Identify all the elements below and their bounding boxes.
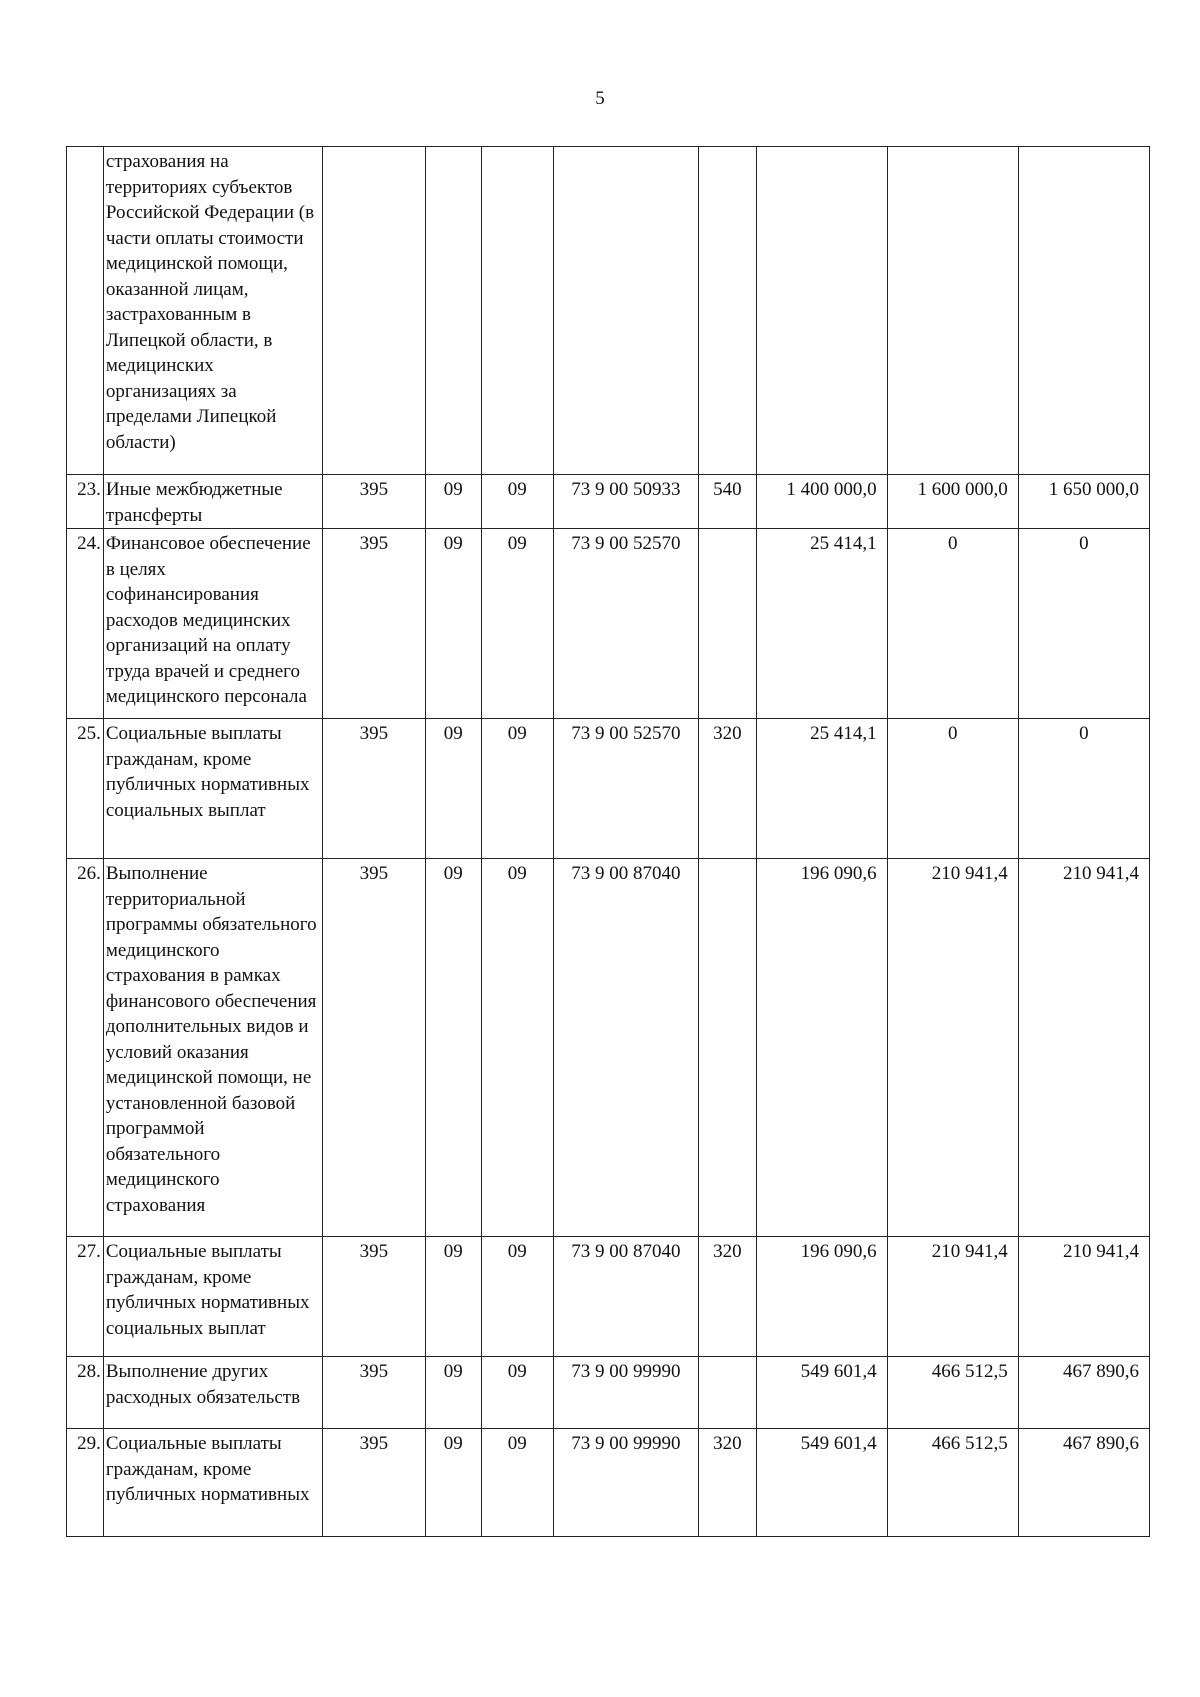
row-pr: 09 bbox=[481, 475, 553, 529]
row-name: Финансовое обеспечение в целях софинансирования расходов медицинских организаций на оплату труда врачей и среднего медицинского персонала bbox=[103, 529, 322, 719]
row-sum-3: 467 890,6 bbox=[1018, 1429, 1149, 1537]
row-number: 24. bbox=[67, 529, 104, 719]
row-name: Иные межбюджетные трансферты bbox=[103, 475, 322, 529]
row-ved: 395 bbox=[323, 1357, 425, 1429]
row-name: страхования на территориях субъектов Российской Федерации (в части оплаты стоимости медицинской помощи, оказанной лицам, застрахованным в Липецкой области, в медицинских организациях за пределами Липецкой области) bbox=[103, 147, 322, 475]
row-vr bbox=[699, 529, 756, 719]
row-csr bbox=[553, 147, 698, 475]
row-pr: 09 bbox=[481, 719, 553, 859]
row-name: Социальные выплаты гражданам, кроме публичных нормативных социальных выплат bbox=[103, 719, 322, 859]
row-sum-1 bbox=[756, 147, 887, 475]
row-sum-2: 466 512,5 bbox=[887, 1429, 1018, 1537]
row-sum-3: 0 bbox=[1018, 529, 1149, 719]
row-ved bbox=[323, 147, 425, 475]
row-number: 25. bbox=[67, 719, 104, 859]
row-sum-3: 0 bbox=[1018, 719, 1149, 859]
row-ved: 395 bbox=[323, 475, 425, 529]
row-vr bbox=[699, 859, 756, 1237]
row-name: Социальные выплаты гражданам, кроме публичных нормативных социальных выплат bbox=[103, 1237, 322, 1357]
row-sum-2: 0 bbox=[887, 719, 1018, 859]
row-rz: 09 bbox=[425, 859, 481, 1237]
row-sum-2 bbox=[887, 147, 1018, 475]
row-sum-2: 210 941,4 bbox=[887, 1237, 1018, 1357]
row-ved: 395 bbox=[323, 529, 425, 719]
row-rz: 09 bbox=[425, 1357, 481, 1429]
row-rz bbox=[425, 147, 481, 475]
row-rz: 09 bbox=[425, 529, 481, 719]
row-ved: 395 bbox=[323, 859, 425, 1237]
row-sum-3: 210 941,4 bbox=[1018, 1237, 1149, 1357]
row-name: Выполнение других расходных обязательств bbox=[103, 1357, 322, 1429]
row-sum-2: 466 512,5 bbox=[887, 1357, 1018, 1429]
row-vr bbox=[699, 1357, 756, 1429]
table-row bbox=[67, 147, 1150, 475]
row-csr: 73 9 00 52570 bbox=[553, 529, 698, 719]
row-sum-1: 25 414,1 bbox=[756, 529, 887, 719]
row-csr: 73 9 00 99990 bbox=[553, 1357, 698, 1429]
row-number: 27. bbox=[67, 1237, 104, 1357]
row-sum-2: 0 bbox=[887, 529, 1018, 719]
row-pr: 09 bbox=[481, 1357, 553, 1429]
row-pr: 09 bbox=[481, 529, 553, 719]
row-csr: 73 9 00 87040 bbox=[553, 1237, 698, 1357]
row-csr: 73 9 00 99990 bbox=[553, 1429, 698, 1537]
row-vr: 320 bbox=[699, 1429, 756, 1537]
table-row bbox=[67, 475, 1150, 529]
row-sum-1: 1 400 000,0 bbox=[756, 475, 887, 529]
page-number: 5 bbox=[595, 88, 605, 109]
row-pr bbox=[481, 147, 553, 475]
row-sum-1: 196 090,6 bbox=[756, 859, 887, 1237]
row-pr: 09 bbox=[481, 859, 553, 1237]
row-number: 28. bbox=[67, 1357, 104, 1429]
row-vr bbox=[699, 147, 756, 475]
row-pr: 09 bbox=[481, 1429, 553, 1537]
row-sum-3: 467 890,6 bbox=[1018, 1357, 1149, 1429]
table-body bbox=[67, 147, 1150, 1537]
row-rz: 09 bbox=[425, 1429, 481, 1537]
row-vr: 320 bbox=[699, 1237, 756, 1357]
row-csr: 73 9 00 87040 bbox=[553, 859, 698, 1237]
row-sum-3: 1 650 000,0 bbox=[1018, 475, 1149, 529]
table-row bbox=[67, 529, 1150, 719]
row-csr: 73 9 00 50933 bbox=[553, 475, 698, 529]
row-rz: 09 bbox=[425, 1237, 481, 1357]
row-ved: 395 bbox=[323, 1429, 425, 1537]
row-number bbox=[67, 147, 104, 475]
row-name: Выполнение территориальной программы обязательного медицинского страхования в рамках финансового обеспечения дополнительных видов и условий оказания медицинской помощи, не установленной базовой программой обязательного медицинского страхования bbox=[103, 859, 322, 1237]
table-row bbox=[67, 859, 1150, 1237]
row-sum-2: 1 600 000,0 bbox=[887, 475, 1018, 529]
table-row bbox=[67, 1429, 1150, 1537]
row-name: Социальные выплаты гражданам, кроме публичных нормативных bbox=[103, 1429, 322, 1537]
row-vr: 540 bbox=[699, 475, 756, 529]
row-sum-1: 549 601,4 bbox=[756, 1357, 887, 1429]
row-sum-3: 210 941,4 bbox=[1018, 859, 1149, 1237]
row-sum-1: 196 090,6 bbox=[756, 1237, 887, 1357]
row-ved: 395 bbox=[323, 1237, 425, 1357]
row-sum-3 bbox=[1018, 147, 1149, 475]
budget-table bbox=[66, 146, 1150, 1537]
row-vr: 320 bbox=[699, 719, 756, 859]
row-sum-2: 210 941,4 bbox=[887, 859, 1018, 1237]
table-row bbox=[67, 1357, 1150, 1429]
row-number: 23. bbox=[67, 475, 104, 529]
row-csr: 73 9 00 52570 bbox=[553, 719, 698, 859]
row-pr: 09 bbox=[481, 1237, 553, 1357]
row-ved: 395 bbox=[323, 719, 425, 859]
table-row bbox=[67, 1237, 1150, 1357]
row-sum-1: 25 414,1 bbox=[756, 719, 887, 859]
row-rz: 09 bbox=[425, 475, 481, 529]
row-number: 26. bbox=[67, 859, 104, 1237]
row-rz: 09 bbox=[425, 719, 481, 859]
table-row bbox=[67, 719, 1150, 859]
row-number: 29. bbox=[67, 1429, 104, 1537]
row-sum-1: 549 601,4 bbox=[756, 1429, 887, 1537]
